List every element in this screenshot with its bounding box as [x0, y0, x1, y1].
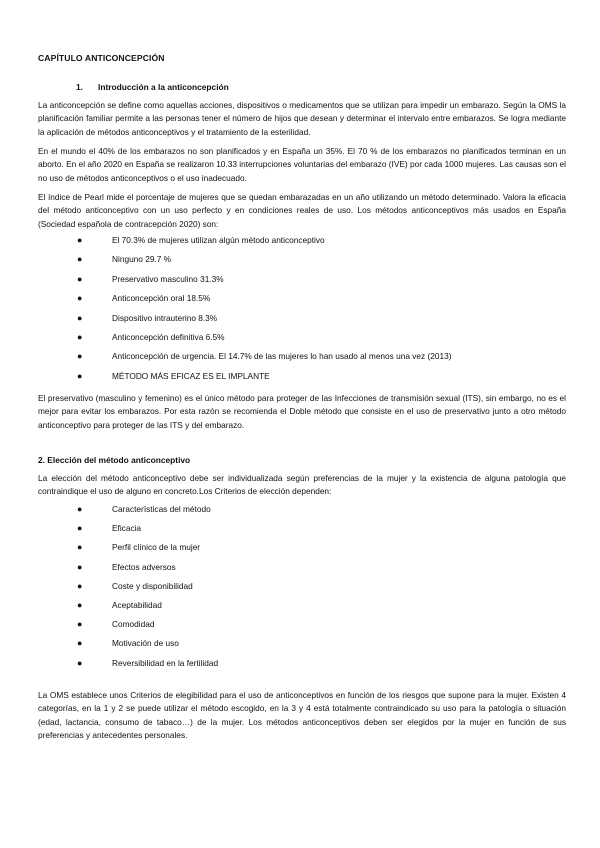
bullet-icon: ●: [77, 599, 83, 610]
section-2-heading: 2. Elección del método anticonceptivo: [38, 455, 191, 465]
list-item: ● Anticoncepción definitiva 6.5%: [77, 331, 225, 342]
contraceptive-usage-list: [77, 235, 557, 390]
bullet-icon: ●: [77, 657, 83, 668]
section-2-paragraph-2: La OMS establece unos Criterios de elegibilidad para el uso de anticonceptivos en función de los riesgos que supone para la mujer. Existen 4 categorías, en la 1 y 2 se puede utilizar el método escogido, en la 3 y 4 está totalmente contraindicado su uso para la patología o situación (edad, lactancia, consumo de tabaco…) de la mujer. Los métodos anticonceptivos deben ser elegidos por la mujer en función de sus preferencias y antecedentes personales.: [38, 690, 566, 740]
bullet-icon: ●: [77, 580, 83, 591]
chapter-title: CAPÍTULO ANTICONCEPCIÓN: [38, 53, 165, 63]
list-item: ● El 70.3% de mujeres utilizan algún método anticonceptivo: [77, 235, 325, 245]
section-1-paragraph-3: El índice de Pearl mide el porcentaje de mujeres que se quedan embarazadas en un año utilizando un método determinado. Valora la eficacia del método anticonceptivo con un uso perfecto y en condiciones reales de uso. Los métodos anticonceptivos más usados en España (Sociedad española de contracepción 2020) son:: [38, 192, 566, 229]
list-item: ● Motivación de uso: [77, 638, 179, 649]
bullet-icon: ●: [77, 254, 83, 265]
section-1-heading-text: Introducción a la anticoncepción: [98, 82, 229, 92]
section-1-paragraph-4: El preservativo (masculino y femenino) es el único método para proteger de las Infecciones de transmisión sexual (ITS), sin embargo, no es el mejor para evitar los embarazos. Por esta razón se recomienda el Doble método que consiste en el uso de preservativo junto a otro método anticonceptivo para proteger de las ITS y del embarazo.: [38, 393, 566, 430]
bullet-icon: ●: [77, 561, 83, 572]
bullet-icon: ●: [77, 273, 83, 284]
list-item: ● Dispositivo intrauterino 8.3%: [77, 312, 218, 323]
list-item: ● Perfil clínico de la mujer: [77, 542, 201, 553]
bullet-icon: ●: [77, 235, 83, 245]
list-item: ● Anticoncepción oral 18.5%: [77, 293, 211, 304]
list-item: ● Aceptabilidad: [77, 599, 162, 610]
bullet-icon: ●: [77, 523, 83, 534]
bullet-icon: ●: [77, 504, 83, 514]
bullet-icon: ●: [77, 293, 83, 304]
section-1-number: 1.: [76, 82, 83, 92]
section-1-paragraph-2: En el mundo el 40% de los embarazos no son planificados y en España un 35%. El 70 % de los embarazos no planificados terminan en un aborto. En el año 2020 en España se realizaron 10.33 interrupciones voluntarias del embarazo (IVE) por cada 1000 mujeres. Las causas son el no uso de métodos anticonceptivos o el uso inadecuado.: [38, 146, 566, 183]
bullet-icon: ●: [77, 638, 83, 649]
section-1-heading: [76, 82, 229, 92]
list-item: ● Reversibilidad en la fertilidad: [77, 657, 219, 668]
bullet-icon: ●: [77, 351, 83, 362]
bullet-icon: ●: [77, 619, 83, 630]
selection-criteria-list: [77, 504, 557, 677]
bullet-icon: ●: [77, 542, 83, 553]
list-item: ● Eficacia: [77, 523, 142, 534]
section-2-paragraph-1: La elección del método anticonceptivo debe ser individualizada según preferencias de la mujer y la existencia de alguna patología que contraindique el uso de alguno en concreto.Los Criterios de elección dependen:: [38, 473, 566, 497]
list-item: ● Coste y disponibilidad: [77, 580, 193, 591]
section-1-paragraph-1: La anticoncepción se define como aquellas acciones, dispositivos o medicamentos que se utilizan para impedir un embarazo. Según la OMS la planificación familiar permite a las personas tener el número de hijos que desean y determinar el intervalo entre embarazos. Se logra mediante la aplicación de métodos anticonceptivos y el tratamiento de la esterilidad.: [38, 100, 566, 137]
list-item: ● MÉTODO MÁS EFICAZ ES EL IMPLANTE: [77, 370, 270, 381]
bullet-icon: ●: [77, 331, 83, 342]
list-item: ● Características del método: [77, 504, 211, 514]
bullet-icon: ●: [77, 312, 83, 323]
list-item: ● Anticoncepción de urgencia. El 14.7% de las mujeres lo han usado al menos una vez (2013): [77, 351, 452, 362]
bullet-icon: ●: [77, 370, 83, 381]
list-item: ● Comodidad: [77, 619, 155, 630]
list-item: ● Ninguno 29.7 %: [77, 254, 172, 265]
list-item: ● Efectos adversos: [77, 561, 176, 572]
list-item: ● Preservativo masculino 31.3%: [77, 273, 224, 284]
